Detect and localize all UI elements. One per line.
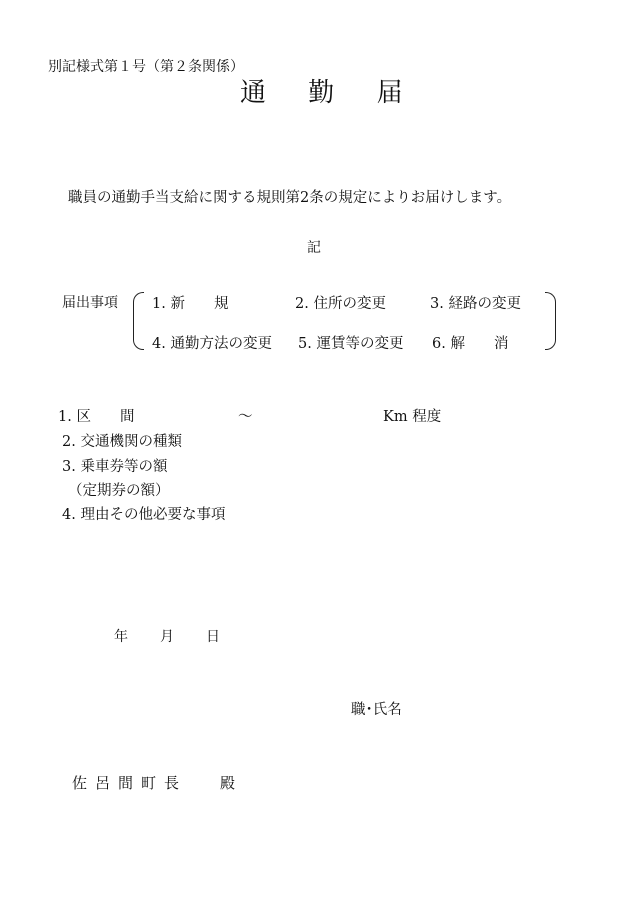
- title-char-2: 勤: [308, 78, 337, 108]
- option-new: 1. 新 規: [152, 296, 229, 312]
- left-bracket: [133, 292, 144, 350]
- option-cancel: 6. 解 消: [432, 336, 509, 352]
- date-day: 日: [206, 629, 220, 645]
- right-bracket: [545, 292, 556, 350]
- page-title: [240, 72, 435, 109]
- section-wave: ～: [238, 409, 253, 425]
- date-year: 年: [114, 629, 128, 645]
- ki-heading: 記: [307, 240, 321, 256]
- date-month: 月: [160, 629, 174, 645]
- item-section: 1. 区 間: [58, 409, 135, 425]
- item-fare-sub: （定期券の額）: [68, 483, 170, 499]
- option-fare-change: 5. 運賃等の変更: [298, 336, 404, 352]
- option-address-change: 2. 住所の変更: [295, 296, 386, 312]
- title-char-3: 届: [376, 78, 405, 108]
- intro-text: 職員の通勤手当支給に関する規則第2条の規定によりお届けします。: [68, 190, 512, 206]
- applicant-name-label: 職･氏名: [351, 702, 402, 718]
- section-km: Km 程度: [383, 409, 442, 425]
- addressee-honorific: 殿: [220, 774, 236, 792]
- notification-label: 届出事項: [62, 295, 118, 311]
- item-reason: 4. 理由その他必要な事項: [62, 507, 226, 523]
- form-number: 別記様式第１号（第２条関係）: [48, 59, 244, 75]
- item-transport: 2. 交通機関の種類: [62, 434, 182, 450]
- title-char-1: 通: [240, 78, 269, 108]
- option-route-change: 3. 経路の変更: [430, 296, 521, 312]
- item-fare: 3. 乗車券等の額: [62, 459, 168, 475]
- addressee-mayor: 佐呂間町長: [72, 774, 188, 792]
- option-method-change: 4. 通勤方法の変更: [152, 336, 272, 352]
